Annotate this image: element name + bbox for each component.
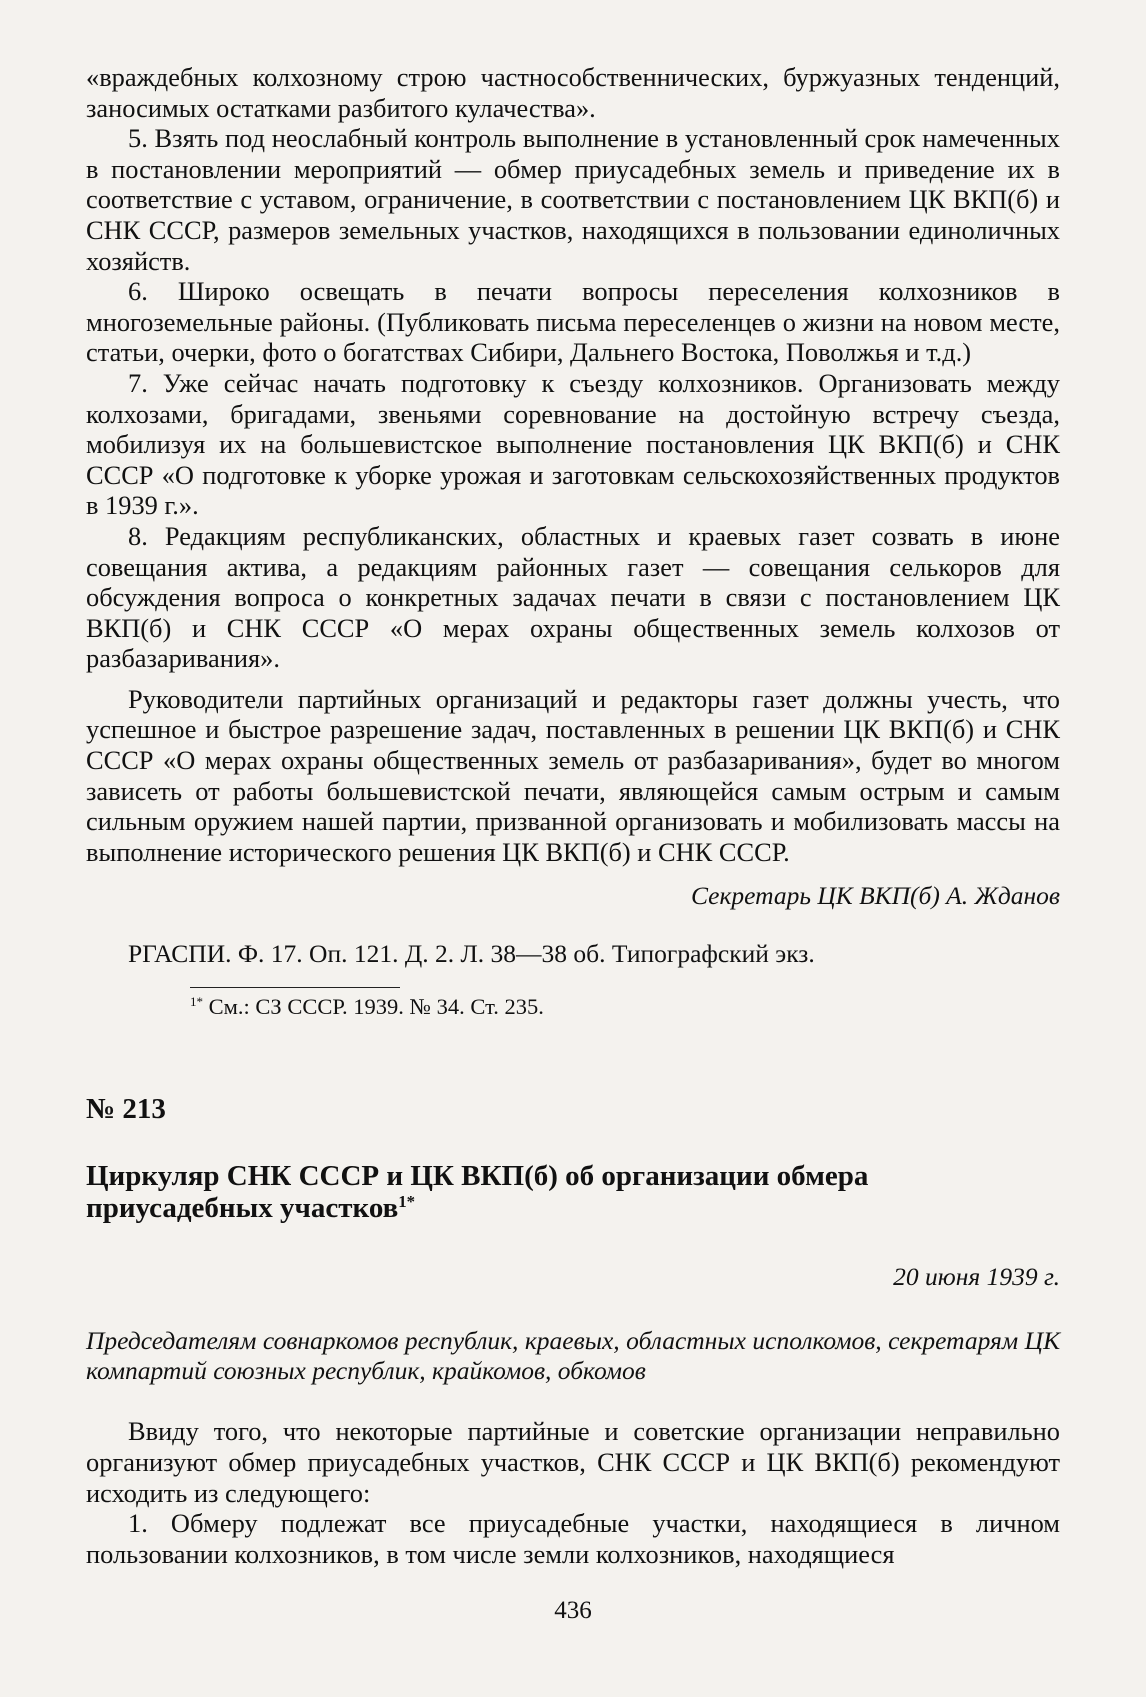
footnote-marker: 1* [190,994,204,1010]
document-number: № 213 [86,1093,166,1126]
title-footnote-marker: 1* [398,1192,416,1212]
page-number: 436 [554,1597,592,1624]
document-title-text: Циркуляр СНК СССР и ЦК ВКП(б) об организации обмера приусадебных участков [86,1160,869,1225]
document-title [86,1160,926,1224]
item-7-paragraph: 7. Уже сейчас начать подготовку к съезду колхозников. Организовать между колхозами, бригадами, звеньями соревнование на достойную встречу съезда, мобилизуя их на большевистское выполнение постановления ЦК ВКП(б) и СНК СССР «О подготовке к уборке урожая и заготовкам сельскохозяйственных продуктов в 1939 г.». [86,367,1060,521]
preamble-paragraph: Ввиду того, что некоторые партийные и советские организации неправильно организуют обмер приусадебных участков, СНК СССР и ЦК ВКП(б) рекомендуют исходить из следующего: [86,1416,1060,1508]
footnote [86,994,1060,1020]
item-8-paragraph: 8. Редакциям республиканских, областных и краевых газет созвать в июне совещания актива, а редакциям районных газет — совещания селькоров для обсуждения вопроса о конкретных задачах печати в связи с постановлением ЦК ВКП(б) и СНК СССР «О мерах охраны общественных земель колхозов от разбазаривания». [86,520,1060,674]
closing-paragraph: Руководители партийных организаций и редакторы газет должны учесть, что успешное и быстрое разрешение задач, поставленных в решении ЦК ВКП(б) и СНК СССР «О мерах охраны общественных земель от разбазаривания», будет во многом зависеть от работы большевистской печати, являющейся самым острым и самым сильным оружием нашей партии, призванной организовать и мобилизовать массы на выполнение исторического решения ЦК ВКП(б) и СНК СССР. [86,683,1060,867]
item-5-paragraph: 5. Взять под неослабный контроль выполнение в установленный срок намеченных в постановлении мероприятий — обмер приусадебных земель и приведение их в соответствие с уставом, ограничение, в соответствии с постановлением ЦК ВКП(б) и СНК СССР, размеров земельных участков, находящихся в пользовании единоличных хозяйств. [86,123,1060,276]
archive-reference: РГАСПИ. Ф. 17. Оп. 121. Д. 2. Л. 38—38 об. Типографский экз. [128,939,815,969]
footnote-divider [190,987,400,988]
document-date: 20 июня 1939 г. [893,1262,1060,1292]
item-6-paragraph: 6. Широко освещать в печати вопросы переселения колхозников в многоземельные районы. (Публиковать письма переселенцев о жизни на новом месте, статьи, очерки, фото о богатствах Сибири, Дальнего Востока, Поволжья и т.д.) [86,276,1060,368]
signature: Секретарь ЦК ВКП(б) А. Жданов [690,881,1060,911]
circular-item-1: 1. Обмеру подлежат все приусадебные участки, находящиеся в личном пользовании колхозников, в том числе земли колхозников, находящиеся [86,1508,1060,1569]
intro-paragraph: «враждебных колхозному строю частнособственнических, буржуазных тенденций, заносимых остатками разбитого кулачества». [86,62,1060,123]
addressee: Председателям совнаркомов республик, краевых, областных исполкомов, секретарям ЦК компартий союзных республик, крайкомов, обкомов [86,1326,1060,1386]
footnote-text: См.: СЗ СССР. 1939. № 34. Ст. 235. [208,994,544,1020]
